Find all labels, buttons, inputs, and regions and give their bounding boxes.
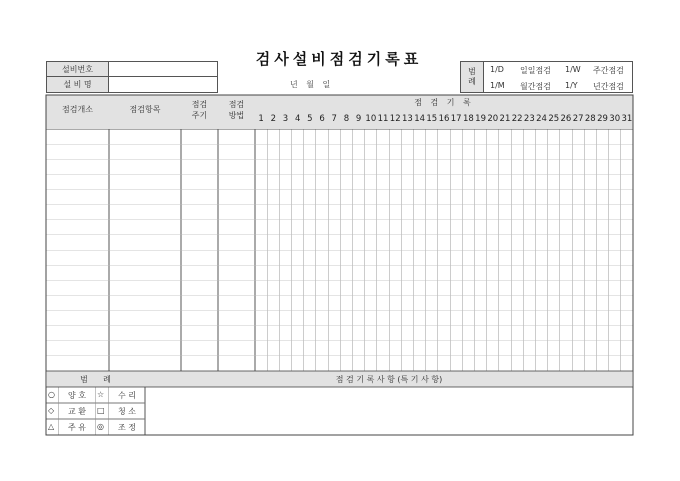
day-number: 21 [499, 114, 511, 124]
day-number: 14 [414, 114, 426, 124]
day-number: 29 [597, 114, 608, 124]
page-title: 검사설비점검기록표 [255, 50, 423, 68]
legend-code-yearly: 1/Y [565, 81, 578, 90]
day-number: 3 [282, 114, 289, 124]
equipment-number-label: 설비번호 [46, 61, 109, 77]
symbol-label: 조 정 [118, 423, 136, 432]
day-number: 23 [523, 114, 535, 124]
symbol-mark: ○ [48, 390, 55, 399]
symbol-mark: □ [97, 406, 105, 415]
day-number: 16 [438, 114, 450, 124]
symbol-label: 양 호 [68, 391, 86, 400]
symbol-mark: ◎ [97, 422, 104, 431]
day-number: 26 [560, 114, 572, 124]
symbol-label: 수 리 [118, 391, 136, 400]
legend-code-daily: 1/D [490, 65, 504, 74]
symbol-label: 교 환 [68, 407, 86, 416]
day-number: 11 [377, 114, 389, 124]
notes-area[interactable] [145, 387, 633, 435]
day-number: 28 [584, 114, 596, 124]
day-number: 30 [609, 114, 621, 124]
legend-code-monthly: 1/M [490, 81, 505, 90]
equipment-name-label: 설 비 명 [46, 76, 109, 93]
legend-desc-daily: 일일점검 [520, 66, 551, 75]
day-number: 13 [401, 114, 413, 124]
day-number: 31 [621, 114, 633, 124]
day-number: 19 [475, 114, 486, 124]
legend-box-label: 범례 [460, 61, 484, 93]
bottom-legend-title: 범 례 [80, 375, 111, 384]
legend-desc-weekly: 주간점검 [593, 66, 624, 75]
day-number: 8 [343, 114, 350, 124]
day-number: 2 [270, 114, 276, 124]
notes-title: 점 검 기 록 사 항 (특 기 사 항) [335, 375, 443, 384]
day-number: 4 [294, 114, 301, 124]
column-header-record: 점 검 기 록 [414, 98, 474, 107]
day-number: 25 [548, 114, 560, 124]
day-number: 5 [307, 114, 313, 124]
day-number: 6 [319, 114, 325, 124]
legend-code-weekly: 1/W [565, 65, 581, 74]
day-number: 9 [355, 114, 362, 124]
legend-desc-monthly: 월간점검 [520, 82, 551, 91]
day-number: 17 [450, 114, 462, 124]
date-field[interactable]: 년 월 일 [290, 80, 331, 89]
day-number: 22 [511, 114, 523, 124]
symbol-mark: ◇ [48, 406, 55, 415]
day-number: 20 [487, 114, 499, 124]
day-number: 12 [389, 114, 401, 124]
day-number: 1 [258, 114, 264, 124]
day-number: 15 [426, 114, 438, 124]
column-header-cycle: 점검 주기 [191, 100, 208, 120]
legend-desc-yearly: 년간점검 [593, 82, 624, 91]
symbol-label: 청 소 [118, 407, 136, 416]
column-header-method: 점검 방법 [228, 100, 245, 120]
day-number: 24 [536, 114, 547, 124]
column-header-location: 점검개소 [62, 105, 93, 114]
symbol-mark: ☆ [97, 390, 105, 399]
day-number: 18 [462, 114, 474, 124]
symbol-label: 주 유 [68, 423, 86, 432]
symbol-mark: △ [48, 422, 55, 431]
day-number: 10 [365, 114, 377, 124]
column-header-item: 점검항목 [129, 105, 161, 114]
day-number: 7 [331, 114, 337, 124]
day-number: 27 [572, 114, 584, 124]
